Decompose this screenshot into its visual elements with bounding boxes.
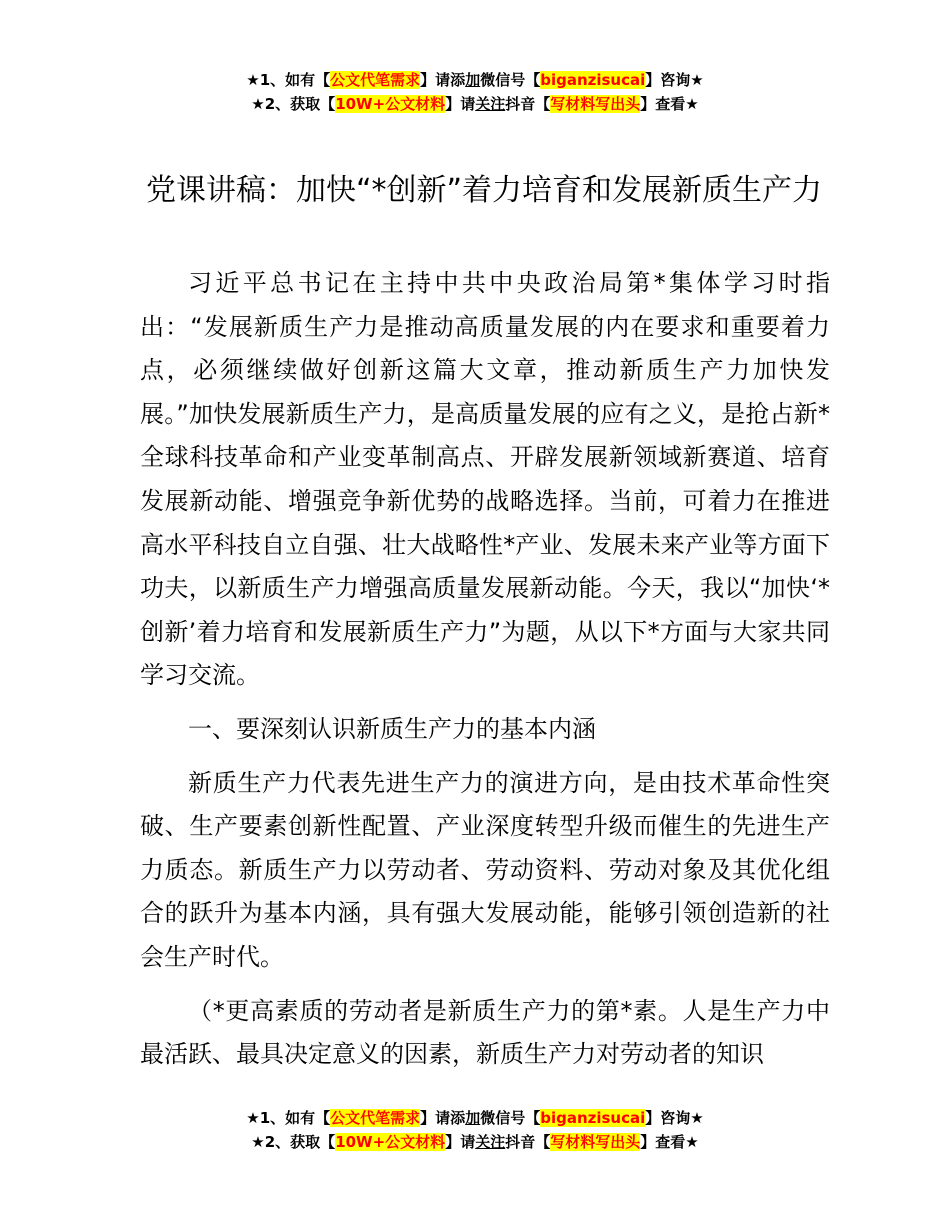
section-heading-1: 一、要深刻认识新质生产力的基本内涵 [188, 714, 596, 743]
highlight-wechat-id: biganzisucai [540, 71, 646, 89]
document-body [140, 262, 830, 1077]
highlight-douyin: 写材料写出头 [550, 95, 641, 113]
banner-line-2: ★2、获取【10W+公文材料】请关注抖音【写材料写出头】查看★ [251, 95, 699, 113]
footer-highlight-wechat-id: biganzisucai [540, 1109, 646, 1127]
footer-highlight-materials: 10W+公文材料 [335, 1133, 446, 1151]
header-banner [0, 68, 950, 116]
footer-line-1: ★1、如有【公文代笔需求】请添加微信号【biganzisucai】咨询★ [246, 1109, 704, 1127]
footer-highlight-service: 公文代笔需求 [330, 1109, 421, 1127]
highlight-service: 公文代笔需求 [330, 71, 421, 89]
footer-banner [0, 1106, 950, 1154]
banner-line-1: ★1、如有【公文代笔需求】请添加微信号【biganzisucai】咨询★ [246, 71, 704, 89]
document-title: 党课讲稿：加快“*创新”着力培育和发展新质生产力 [145, 173, 823, 208]
paragraph-subsection-1: （*更高素质的劳动者是新质生产力的第*素。人是生产力中最活跃、最具决定意义的因素，新质生产力对劳动者的知识 [140, 996, 830, 1069]
paragraph-section-1: 新质生产力代表先进生产力的演进方向，是由技术革命性突破、生产要素创新性配置、产业深度转型升级而催生的先进生产力质态。新质生产力以劳动者、劳动资料、劳动对象及其优化组合的跃升为基本内涵，具有强大发展动能，能够引领创造新的社会生产时代。 [140, 768, 830, 971]
paragraph-intro: 习近平总书记在主持中共中央政治局第*集体学习时指出：“发展新质生产力是推动高质量发展的内在要求和重要着力点，必须继续做好创新这篇大文章，推动新质生产力加快发展。”加快发展新质生产力，是高质量发展的应有之义，是抢占新*全球科技革命和产业变革制高点、开辟发展新领域新赛道、培育发展新动能、增强竞争新优势的战略选择。当前，可着力在推进高水平科技自立自强、壮大战略性*产业、发展未来产业等方面下功夫，以新质生产力增强高质量发展新动能。今天，我以“加快‘*创新’着力培育和发展新质生产力”为题，从以下*方面与大家共同学习交流。 [140, 269, 830, 690]
footer-highlight-douyin: 写材料写出头 [550, 1133, 641, 1151]
footer-line-2: ★2、获取【10W+公文材料】请关注抖音【写材料写出头】查看★ [251, 1133, 699, 1151]
highlight-materials: 10W+公文材料 [335, 95, 446, 113]
